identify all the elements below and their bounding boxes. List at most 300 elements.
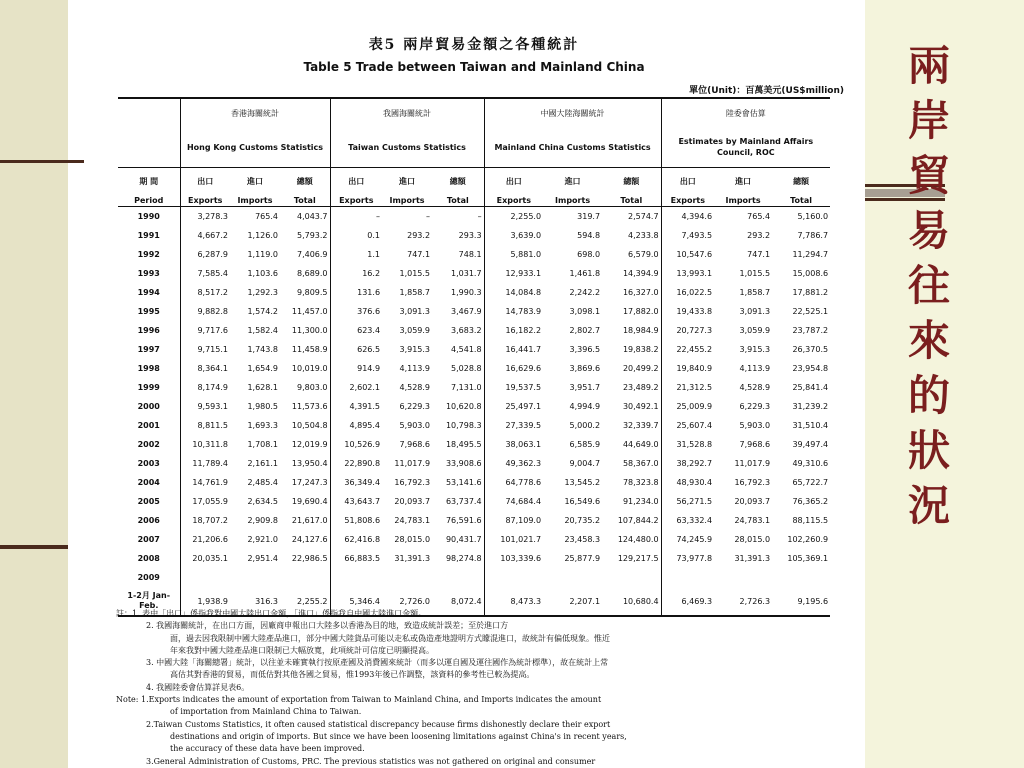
value-cell: 20,035.1	[180, 549, 230, 568]
table-row	[118, 264, 830, 283]
column-header-cn: 總額	[280, 168, 330, 195]
value-cell: 20,735.2	[564, 516, 601, 525]
note-line-cn: 4. 我國陸委會估算詳見表6。	[146, 682, 250, 692]
value-cell: 38,063.1	[484, 435, 543, 454]
value-cell: 7,131.0	[451, 383, 482, 392]
value-cell: 14,084.8	[484, 283, 543, 302]
value-cell: 14,394.9	[622, 269, 659, 278]
value-cell: 74,245.9	[661, 530, 714, 549]
note-line-cn: 年來我對中國大陸產品進口限制已大幅放寬，此項統計可信度已明顯提高。	[170, 645, 434, 655]
value-cell: 14,761.9	[180, 473, 230, 492]
value-cell: 131.6	[330, 283, 382, 302]
value-cell: 747.1	[747, 250, 771, 259]
side-title-char: 狀	[907, 426, 950, 475]
table-row	[118, 416, 830, 435]
value-cell: –	[330, 207, 382, 227]
value-cell: 28,015.0	[394, 535, 431, 544]
value-cell: 33,908.6	[445, 459, 482, 468]
table-title-chinese: 表5 兩岸貿易金額之各種統計	[368, 37, 580, 53]
column-header-cn: 出口	[180, 168, 230, 195]
value-cell: 3,059.9	[739, 326, 771, 335]
value-cell: 5,028.8	[451, 364, 482, 373]
table-notes	[116, 608, 846, 768]
value-cell: 24,783.1	[734, 516, 771, 525]
value-cell: 25,877.9	[564, 554, 601, 563]
value-cell: 7,968.6	[399, 440, 431, 449]
value-cell: 4,528.9	[739, 383, 771, 392]
value-cell: 129,217.5	[617, 554, 659, 563]
group-header-tw-en: Taiwan Customs Statistics	[330, 127, 484, 168]
column-header-en: Total	[772, 194, 830, 207]
value-cell: 9,717.6	[180, 321, 230, 340]
value-cell: 1,461.8	[569, 269, 601, 278]
value-cell: 49,362.3	[484, 454, 543, 473]
column-header-en: Imports	[382, 194, 432, 207]
period-cell: 1990	[137, 212, 160, 221]
column-header-cn: 總額	[772, 168, 830, 195]
value-cell: 8,473.3	[484, 587, 543, 616]
value-cell: 16,327.0	[622, 288, 659, 297]
value-cell: 2,951.4	[247, 554, 278, 563]
value-cell	[180, 568, 230, 587]
value-cell: 1,031.7	[451, 269, 482, 278]
column-header-cn: 出口	[661, 168, 714, 195]
value-cell: 1,980.5	[247, 402, 278, 411]
value-cell: 9,809.5	[296, 288, 328, 297]
value-cell: 15,008.6	[792, 269, 829, 278]
value-cell: 9,004.7	[569, 459, 601, 468]
group-header-cn-cn: 中國大陸海關統計	[484, 98, 661, 127]
value-cell: 22,986.5	[291, 554, 328, 563]
value-cell: 4,528.9	[399, 383, 431, 392]
value-cell: 65,722.7	[792, 478, 829, 487]
value-cell: 13,545.2	[564, 478, 601, 487]
side-title-char: 來	[907, 316, 950, 365]
value-cell: 594.8	[577, 231, 601, 240]
value-cell: 64,778.6	[484, 473, 543, 492]
value-cell: 4,391.5	[330, 397, 382, 416]
value-cell: 102,260.9	[787, 535, 829, 544]
value-cell: 7,493.5	[661, 226, 714, 245]
value-cell: 20,727.3	[661, 321, 714, 340]
value-cell: 2,921.0	[247, 535, 278, 544]
column-header-row-english	[118, 194, 830, 207]
value-cell: 23,954.8	[792, 364, 829, 373]
column-header-cn: 總額	[602, 168, 661, 195]
value-cell: 20,093.7	[394, 497, 431, 506]
table-row	[118, 511, 830, 530]
value-cell: 3,278.3	[180, 207, 230, 227]
value-cell: 62,416.8	[330, 530, 382, 549]
value-cell: 1,858.7	[739, 288, 771, 297]
column-header-en: Imports	[714, 194, 772, 207]
group-header-hk-cn: 香港海關統計	[180, 98, 330, 127]
value-cell: 8,174.9	[180, 378, 230, 397]
column-header-cn: 出口	[484, 168, 543, 195]
value-cell: 7,968.6	[739, 440, 771, 449]
value-cell	[330, 568, 382, 587]
table-row	[118, 473, 830, 492]
value-cell: 3,059.9	[399, 326, 431, 335]
value-cell: 10,019.0	[291, 364, 328, 373]
value-cell: 11,458.9	[291, 345, 328, 354]
value-cell: 26,370.5	[792, 345, 829, 354]
value-cell	[661, 568, 714, 587]
value-cell: 90,431.7	[445, 535, 482, 544]
value-cell: 22,525.1	[792, 307, 829, 316]
trade-statistics-table	[118, 97, 830, 617]
value-cell: 5,881.0	[484, 245, 543, 264]
value-cell: 747.1	[407, 250, 431, 259]
value-cell: 2,574.7	[628, 212, 659, 221]
value-cell: 6,229.3	[399, 402, 431, 411]
value-cell: 31,391.3	[394, 554, 431, 563]
value-cell: 73,977.8	[661, 549, 714, 568]
value-cell: 1,708.1	[247, 440, 278, 449]
period-cell: 2000	[137, 402, 160, 411]
table-row	[118, 321, 830, 340]
value-cell: 5,000.2	[569, 421, 601, 430]
unit-label: 單位(Unit)：百萬美元(US$million)	[689, 86, 844, 96]
group-header-row-chinese	[118, 98, 830, 127]
value-cell: 63,737.4	[445, 497, 482, 506]
side-title-char: 貿	[907, 151, 950, 200]
column-header-row-chinese	[118, 168, 830, 195]
value-cell	[280, 568, 330, 587]
value-cell: 3,396.5	[569, 345, 601, 354]
left-decor-band	[0, 0, 68, 768]
value-cell: 19,433.8	[661, 302, 714, 321]
value-cell: –	[477, 212, 482, 221]
column-header-en: Total	[432, 194, 484, 207]
value-cell: 11,789.4	[180, 454, 230, 473]
value-cell: 9,593.1	[180, 397, 230, 416]
value-cell: 8,517.2	[180, 283, 230, 302]
value-cell: 23,787.2	[792, 326, 829, 335]
period-cell: 2005	[137, 497, 160, 506]
value-cell: 11,017.9	[734, 459, 771, 468]
table-row	[118, 302, 830, 321]
period-cell: 2003	[137, 459, 160, 468]
value-cell: 16,441.7	[484, 340, 543, 359]
value-cell: 105,369.1	[787, 554, 829, 563]
period-cell: 1992	[137, 250, 160, 259]
value-cell: 10,526.9	[330, 435, 382, 454]
value-cell: 36,349.4	[330, 473, 382, 492]
value-cell: 88,115.5	[792, 516, 829, 525]
value-cell: 2,726.3	[714, 587, 772, 616]
value-cell: 6,579.0	[628, 250, 659, 259]
value-cell: 39,497.4	[792, 440, 829, 449]
value-cell: 4,043.7	[296, 212, 328, 221]
value-cell: 2,634.5	[247, 497, 278, 506]
left-decor-stripe	[0, 545, 68, 549]
value-cell: 5,346.4	[330, 587, 382, 616]
value-cell: 9,882.8	[180, 302, 230, 321]
value-cell: 316.3	[230, 587, 280, 616]
value-cell: 76,591.6	[445, 516, 482, 525]
value-cell: 17,055.9	[180, 492, 230, 511]
value-cell: 21,312.5	[661, 378, 714, 397]
value-cell: 63,332.4	[661, 511, 714, 530]
value-cell: 11,294.7	[792, 250, 829, 259]
value-cell: 17,882.0	[622, 307, 659, 316]
value-cell: 23,458.3	[564, 535, 601, 544]
value-cell: 24,127.6	[291, 535, 328, 544]
value-cell: 12,019.9	[291, 440, 328, 449]
value-cell: 4,895.4	[330, 416, 382, 435]
value-cell	[432, 568, 484, 587]
value-cell: 11,573.6	[291, 402, 328, 411]
value-cell: 3,915.3	[739, 345, 771, 354]
value-cell: 25,497.1	[484, 397, 543, 416]
period-cell: 2002	[137, 440, 160, 449]
value-cell: 19,690.4	[291, 497, 328, 506]
value-cell: 16,629.6	[484, 359, 543, 378]
value-cell: 78,323.8	[622, 478, 659, 487]
value-cell	[484, 568, 543, 587]
value-cell: 5,903.0	[739, 421, 771, 430]
value-cell: 27,339.5	[484, 416, 543, 435]
value-cell: 8,689.0	[296, 269, 328, 278]
period-cell: 1-2月 Jan-Feb.	[118, 587, 180, 616]
value-cell: 9,803.0	[296, 383, 328, 392]
period-cell: 2007	[137, 535, 160, 544]
value-cell: 1,628.1	[247, 383, 278, 392]
value-cell: 1,693.3	[247, 421, 278, 430]
value-cell: 16,792.3	[394, 478, 431, 487]
value-cell: 2,802.7	[569, 326, 601, 335]
value-cell: 31,510.4	[792, 421, 829, 430]
value-cell: 2,255.2	[280, 587, 330, 616]
note-line-en: 2.Taiwan Customs Statistics, it often caused statistical discrepancy because firms dishonestly declare their export	[146, 719, 611, 729]
table-row	[118, 454, 830, 473]
value-cell: 28,015.0	[734, 535, 771, 544]
note-line-cn: 註：1. 表中「出口」係指我對中國大陸出口金額，「進口」係指我自中國大陸進口金額。	[116, 609, 427, 618]
note-line-cn: 2. 我國海關統計，在出口方面，因廠商申報出口大陸多以香港為目的地，致造成統計誤差；至於進口方	[146, 621, 509, 631]
value-cell: 5,793.2	[296, 231, 328, 240]
value-cell: 3,869.6	[569, 364, 601, 373]
value-cell: 4,994.9	[569, 402, 601, 411]
value-cell: 87,109.0	[484, 511, 543, 530]
left-decor-rule	[0, 160, 84, 163]
period-cell: 2008	[137, 554, 160, 563]
value-cell: 3,683.2	[451, 326, 482, 335]
side-title-char: 往	[907, 261, 950, 310]
side-title-char: 的	[907, 371, 950, 420]
value-cell: 10,311.8	[180, 435, 230, 454]
value-cell: 3,467.9	[451, 307, 482, 316]
value-cell: 49,310.6	[792, 459, 829, 468]
period-cell: 2006	[137, 516, 160, 525]
value-cell: 698.0	[577, 250, 601, 259]
value-cell: 103,339.6	[484, 549, 543, 568]
value-cell: 7,585.4	[180, 264, 230, 283]
value-cell: 2,255.0	[484, 207, 543, 227]
value-cell: 19,840.9	[661, 359, 714, 378]
value-cell: 623.4	[330, 321, 382, 340]
value-cell: 25,841.4	[792, 383, 829, 392]
column-header-cn: 總額	[432, 168, 484, 195]
note-line-en: 3.General Administration of Customs, PRC. The previous statistics was not gathered on original and consumer	[146, 756, 596, 766]
value-cell: 11,457.0	[291, 307, 328, 316]
column-header-cn: 進口	[543, 168, 602, 195]
value-cell: 48,930.4	[661, 473, 714, 492]
value-cell: 98,274.8	[445, 554, 482, 563]
value-cell: 6,585.9	[569, 440, 601, 449]
value-cell: 2,726.0	[382, 587, 432, 616]
value-cell: 1,654.9	[247, 364, 278, 373]
value-cell: 44,649.0	[622, 440, 659, 449]
value-cell: 1,582.4	[247, 326, 278, 335]
value-cell: 1,015.5	[739, 269, 771, 278]
period-cell: 2004	[137, 478, 160, 487]
value-cell	[714, 568, 772, 587]
value-cell: 1,103.6	[247, 269, 278, 278]
value-cell: 12,933.1	[484, 264, 543, 283]
value-cell: 2,909.8	[247, 516, 278, 525]
side-title-char: 岸	[907, 96, 950, 145]
value-cell: 626.5	[330, 340, 382, 359]
column-header-en: Imports	[230, 194, 280, 207]
group-header-hk-en: Hong Kong Customs Statistics	[180, 127, 330, 168]
value-cell: 1.1	[330, 245, 382, 264]
table-row	[118, 378, 830, 397]
value-cell: 76,365.2	[792, 497, 829, 506]
table-row	[118, 568, 830, 587]
value-cell: 293.2	[747, 231, 771, 240]
value-cell: 7,786.7	[797, 231, 829, 240]
value-cell: 16,792.3	[734, 478, 771, 487]
table-title-english: Table 5 Trade between Taiwan and Mainland China	[303, 60, 645, 74]
value-cell: 6,229.3	[739, 402, 771, 411]
value-cell: 56,271.5	[661, 492, 714, 511]
value-cell: 16,549.6	[564, 497, 601, 506]
period-cell: 1994	[137, 288, 160, 297]
value-cell: 10,620.8	[445, 402, 482, 411]
column-header-cn: 進口	[714, 168, 772, 195]
value-cell: 7,406.9	[296, 250, 328, 259]
group-header-row-english	[118, 127, 830, 168]
value-cell: 8,364.1	[180, 359, 230, 378]
value-cell: 1,743.8	[247, 345, 278, 354]
value-cell: 293.3	[458, 231, 482, 240]
group-header-cn-en: Mainland China Customs Statistics	[484, 127, 661, 168]
value-cell: 765.4	[747, 212, 771, 221]
value-cell: 6,287.9	[180, 245, 230, 264]
table-row	[118, 397, 830, 416]
table-row	[118, 245, 830, 264]
value-cell: 14,783.9	[484, 302, 543, 321]
value-cell: 16,182.2	[484, 321, 543, 340]
value-cell: 1,119.0	[247, 250, 278, 259]
value-cell: 1,938.9	[180, 587, 230, 616]
value-cell	[772, 568, 830, 587]
value-cell: 4,113.9	[399, 364, 431, 373]
period-cell: 2009	[137, 573, 160, 582]
period-cell: 1993	[137, 269, 160, 278]
value-cell: 18,984.9	[622, 326, 659, 335]
value-cell: 376.6	[330, 302, 382, 321]
value-cell: 10,504.8	[291, 421, 328, 430]
period-cell: 1996	[137, 326, 160, 335]
value-cell: 11,300.0	[291, 326, 328, 335]
table-row	[118, 549, 830, 568]
value-cell: 25,607.4	[661, 416, 714, 435]
column-header-cn: 進口	[382, 168, 432, 195]
value-cell: 74,684.4	[484, 492, 543, 511]
value-cell: 19,838.2	[622, 345, 659, 354]
table-row	[118, 207, 830, 227]
value-cell: 4,394.6	[661, 207, 714, 227]
value-cell: 91,234.0	[622, 497, 659, 506]
value-cell: 4,113.9	[739, 364, 771, 373]
value-cell: 5,903.0	[399, 421, 431, 430]
value-cell: 66,883.5	[330, 549, 382, 568]
value-cell: 107,844.2	[617, 516, 659, 525]
value-cell: 17,247.3	[291, 478, 328, 487]
value-cell: 124,480.0	[617, 535, 659, 544]
value-cell: 21,206.6	[180, 530, 230, 549]
value-cell	[543, 568, 602, 587]
table-body	[118, 207, 830, 617]
value-cell: 20,093.7	[734, 497, 771, 506]
value-cell: 20,499.2	[622, 364, 659, 373]
value-cell: 21,617.0	[291, 516, 328, 525]
value-cell: 58,367.0	[622, 459, 659, 468]
value-cell: 1,574.2	[247, 307, 278, 316]
group-header-tw-cn: 我國海關統計	[330, 98, 484, 127]
value-cell: 2,161.1	[247, 459, 278, 468]
value-cell: 19,537.5	[484, 378, 543, 397]
side-title-char: 況	[907, 481, 950, 530]
note-line-cn: 3. 中國大陸「海關總署」統計，以往並未確實執行按原產國及消費國來統計（而多以運自國及運往國作為統計標準），故在統計上常	[146, 658, 609, 668]
column-header-en: Exports	[484, 194, 543, 207]
value-cell: 10,798.3	[445, 421, 482, 430]
value-cell: 22,890.8	[330, 454, 382, 473]
value-cell: 4,541.8	[451, 345, 482, 354]
value-cell: 914.9	[330, 359, 382, 378]
value-cell: 6,469.3	[661, 587, 714, 616]
value-cell: 293.2	[407, 231, 431, 240]
header-corner-2	[118, 127, 180, 168]
value-cell: 17,881.2	[792, 288, 829, 297]
table-row	[118, 492, 830, 511]
value-cell: 16.2	[330, 264, 382, 283]
value-cell	[230, 568, 280, 587]
value-cell: 3,951.7	[569, 383, 601, 392]
value-cell: 5,160.0	[797, 212, 829, 221]
value-cell: 31,239.2	[792, 402, 829, 411]
value-cell: 9,715.1	[180, 340, 230, 359]
column-header-en: Exports	[180, 194, 230, 207]
value-cell	[382, 568, 432, 587]
column-header-cn: 出口	[330, 168, 382, 195]
value-cell: 31,391.3	[734, 554, 771, 563]
value-cell: 3,091.3	[399, 307, 431, 316]
value-cell: 1,126.0	[247, 231, 278, 240]
value-cell: 43,643.7	[330, 492, 382, 511]
table-row	[118, 359, 830, 378]
note-line-en: Note: 1.Exports indicates the amount of exportation from Taiwan to Mainland China, and Imports indicates the amount	[116, 695, 602, 705]
note-line-en: the accuracy of these data have been improved.	[170, 744, 365, 754]
value-cell: 2,485.4	[247, 478, 278, 487]
value-cell: 10,680.4	[602, 587, 661, 616]
value-cell: 31,528.8	[661, 435, 714, 454]
column-header-en: Total	[280, 194, 330, 207]
value-cell: –	[426, 212, 431, 221]
value-cell: 13,950.4	[291, 459, 328, 468]
